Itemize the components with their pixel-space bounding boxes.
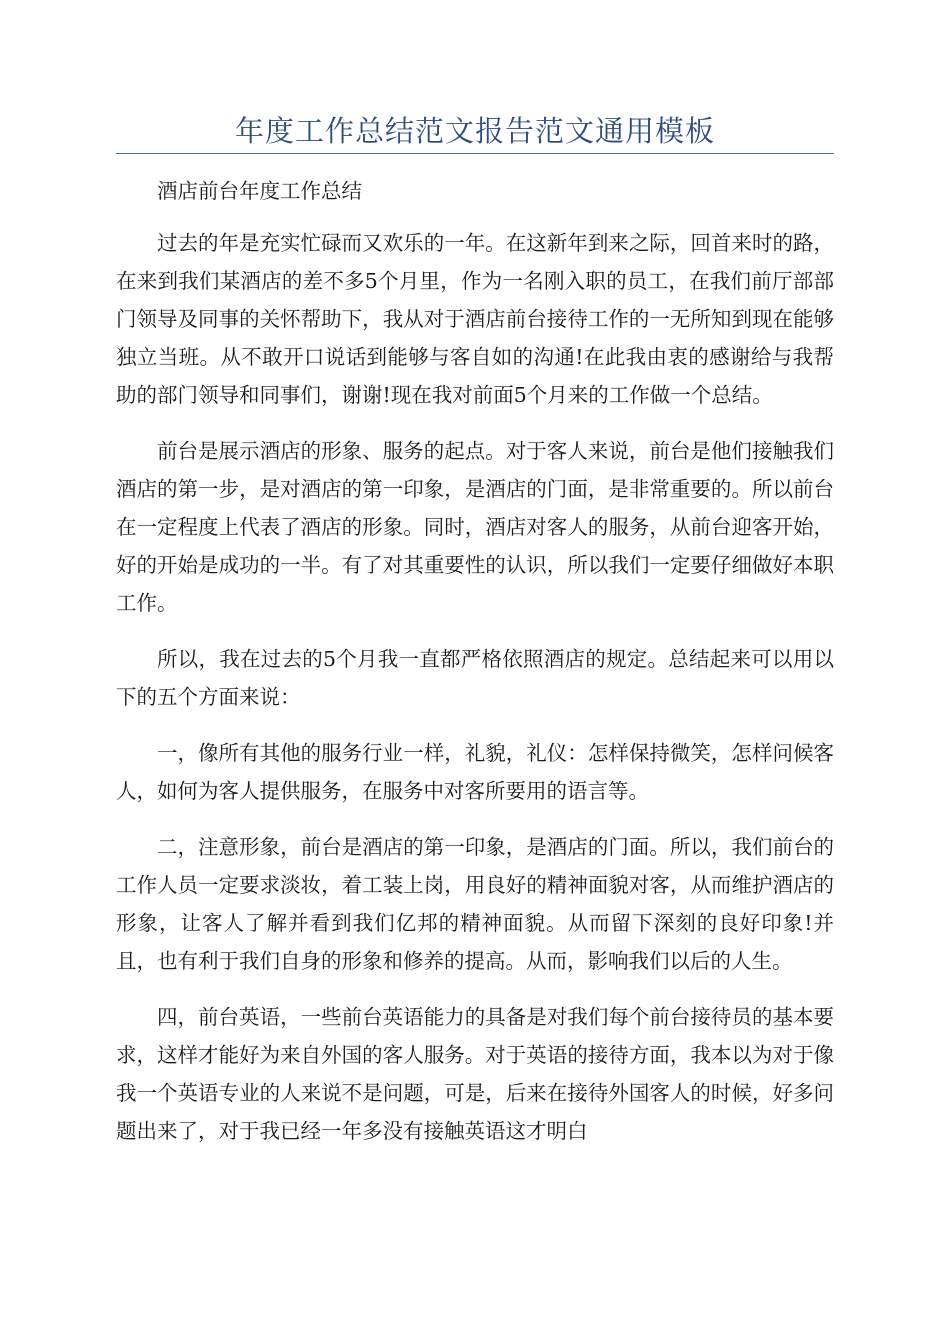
paragraph: 四，前台英语，一些前台英语能力的具备是对我们每个前台接待员的基本要求，这样才能好为来自外国的客人服务。对于英语的接待方面，我本以为对于像我一个英语专业的人来说不是问题，可是，后来在接待外国客人的时候，好多问题出来了，对于我已经一年多没有接触英语这才明白 — [116, 1005, 834, 1143]
title-underline — [116, 153, 834, 154]
paragraph: 所以，我在过去的5个月我一直都严格依照酒店的规定。总结起来可以用以下的五个方面来说： — [116, 647, 834, 709]
document-subtitle: 酒店前台年度工作总结 — [157, 179, 362, 203]
paragraph: 前台是展示酒店的形象、服务的起点。对于客人来说，前台是他们接触我们酒店的第一步，是对酒店的第一印象，是酒店的门面，是非常重要的。所以前台在一定程度上代表了酒店的形象。同时，酒店对客人的服务，从前台迎客开始，好的开始是成功的一半。有了对其重要性的认识，所以我们一定要仔细做好本职工作。 — [116, 439, 834, 615]
document-title: 年度工作总结范文报告范文通用模板 — [234, 114, 715, 148]
paragraph: 一，像所有其他的服务行业一样，礼貌，礼仪：怎样保持微笑，怎样问候客人，如何为客人提供服务，在服务中对客所要用的语言等。 — [116, 741, 834, 803]
document-body — [116, 172, 834, 1168]
paragraph: 过去的年是充实忙碌而又欢乐的一年。在这新年到来之际，回首来时的路，在来到我们某酒店的差不多5个月里，作为一名刚入职的员工，在我们前厅部部门领导及同事的关怀帮助下，我从对于酒店前台接待工作的一无所知到现在能够独立当班。从不敢开口说话到能够与客自如的沟通!在此我由衷的感谢给与我帮助的部门领导和同事们，谢谢!现在我对前面5个月来的工作做一个总结。 — [116, 231, 834, 407]
paragraph: 二，注意形象，前台是酒店的第一印象，是酒店的门面。所以，我们前台的工作人员一定要求淡妆，着工装上岗，用良好的精神面貌对客，从而维护酒店的形象，让客人了解并看到我们亿邦的精神面貌。从而留下深刻的良好印象!并且，也有利于我们自身的形象和修养的提高。从而，影响我们以后的人生。 — [116, 835, 834, 973]
